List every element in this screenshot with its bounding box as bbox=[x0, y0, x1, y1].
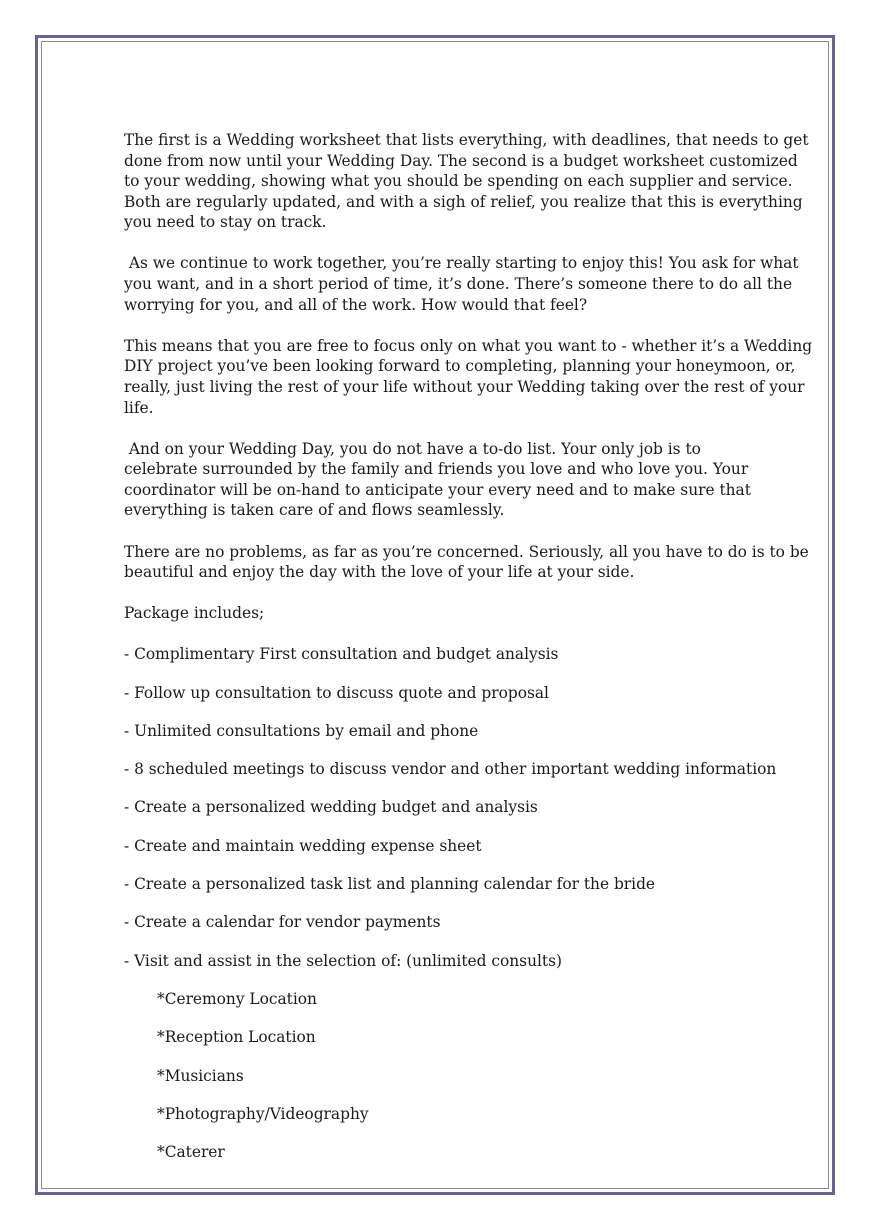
text-line: There are no problems, as far as you’re concerned. Seriously, all you have to do is to be bbox=[124, 542, 809, 561]
package-item-scheduled-meetings: - 8 scheduled meetings to discuss vendor and other important wedding information bbox=[124, 760, 777, 779]
text-line: DIY project you’ve been looking forward to completing, planning your honeymoon, or, bbox=[124, 357, 796, 376]
text-line: to your wedding, showing what you should be spending on each supplier and service. bbox=[124, 172, 793, 191]
document-body bbox=[124, 130, 813, 1180]
text-line: done from now until your Wedding Day. The second is a budget worksheet customized bbox=[124, 151, 798, 170]
text-line: celebrate surrounded by the family and friends you love and who love you. Your bbox=[124, 460, 749, 479]
selection-item-photography: *Photography/Videography bbox=[157, 1104, 369, 1123]
text-line: coordinator will be on-hand to anticipate your every need and to make sure that bbox=[124, 480, 751, 499]
text-line: Both are regularly updated, and with a sigh of relief, you realize that this is everything bbox=[124, 192, 803, 211]
paragraph-wedding-day bbox=[124, 439, 789, 521]
package-item-visit-assist: - Visit and assist in the selection of: (unlimited consults) bbox=[124, 951, 563, 970]
text-line: The first is a Wedding worksheet that lists everything, with deadlines, that needs to get bbox=[124, 131, 809, 149]
selection-item-musicians: *Musicians bbox=[157, 1066, 244, 1085]
text-line: everything is taken care of and flows seamlessly. bbox=[124, 501, 505, 520]
text-line: And on your Wedding Day, you do not have a to-do list. Your only job is to bbox=[124, 439, 701, 458]
package-item-budget: - Create a personalized wedding budget and analysis bbox=[124, 798, 538, 817]
package-item-vendor-payments: - Create a calendar for vendor payments bbox=[124, 913, 441, 932]
text-line: beautiful and enjoy the day with the love of your life at your side. bbox=[124, 563, 635, 582]
text-line: This means that you are free to focus only on what you want to - whether it’s a Wedding bbox=[124, 336, 813, 355]
selection-item-reception: *Reception Location bbox=[157, 1028, 316, 1047]
package-list bbox=[124, 644, 789, 989]
package-item-unlimited-consultations: - Unlimited consultations by email and phone bbox=[124, 721, 479, 740]
text-line: worrying for you, and all of the work. How would that feel? bbox=[124, 295, 588, 314]
selection-item-caterer: *Caterer bbox=[157, 1143, 225, 1162]
package-item-expense-sheet: - Create and maintain wedding expense sheet bbox=[124, 836, 482, 855]
package-item-follow-up: - Follow up consultation to discuss quote and proposal bbox=[124, 683, 549, 702]
text-line: you need to stay on track. bbox=[124, 213, 327, 232]
paragraph-worksheets bbox=[124, 130, 809, 233]
text-line: As we continue to work together, you’re really starting to enjoy this! You ask for what bbox=[124, 254, 799, 273]
package-heading: Package includes; bbox=[124, 604, 265, 623]
package-item-task-list: - Create a personalized task list and planning calendar for the bride bbox=[124, 875, 656, 894]
paragraph-free-to-focus bbox=[124, 336, 813, 418]
selection-item-ceremony: *Ceremony Location bbox=[157, 989, 317, 1008]
selection-list bbox=[124, 989, 789, 1180]
paragraph-work-together bbox=[124, 253, 799, 315]
text-line: really, just living the rest of your life without your Wedding taking over the rest of your bbox=[124, 377, 805, 396]
text-line: you want, and in a short period of time, it’s done. There’s someone there to do all the bbox=[124, 275, 793, 294]
text-line: life. bbox=[124, 398, 154, 417]
paragraph-no-problems bbox=[124, 542, 809, 583]
package-item-first-consultation: - Complimentary First consultation and budget analysis bbox=[124, 645, 559, 664]
